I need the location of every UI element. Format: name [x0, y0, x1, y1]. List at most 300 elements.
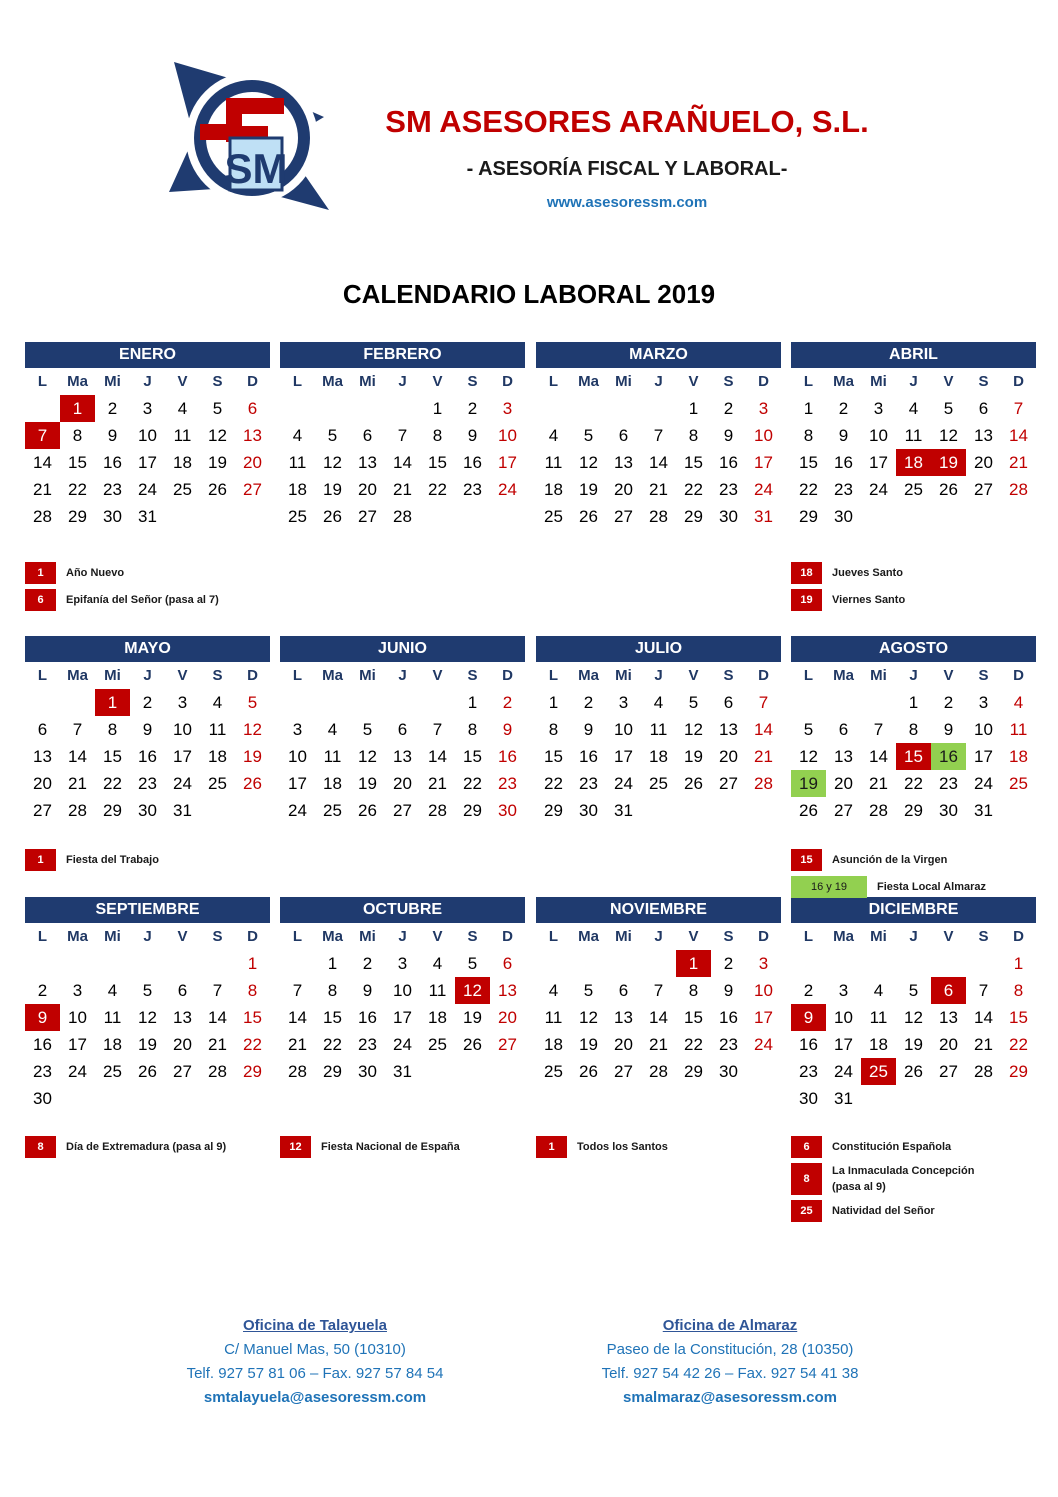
day-cell: 27 — [173, 1061, 192, 1081]
day-cell: 9 — [723, 980, 734, 1000]
legend-day-badge: 8 — [25, 1136, 56, 1158]
day-cell: 24 — [869, 479, 888, 499]
day-cell: 15 — [68, 452, 87, 472]
day-cell: 27 — [393, 800, 412, 820]
day-cell: 27 — [358, 506, 377, 526]
empty-cell — [746, 797, 781, 824]
day-cell: 15 — [799, 452, 818, 472]
sunday-cell: 3 — [502, 398, 513, 418]
legend-item — [280, 1136, 530, 1158]
day-cell: 28 — [649, 506, 668, 526]
day-cell: 21 — [869, 773, 888, 793]
weekday-label: V — [432, 667, 443, 684]
weekday-header — [25, 662, 270, 689]
week-row — [791, 770, 1036, 797]
sunday-cell: 7 — [758, 692, 769, 712]
legend-item — [791, 1163, 1041, 1195]
weekday-label: Mi — [359, 667, 376, 684]
weekday-label: V — [177, 373, 188, 390]
empty-cell — [200, 950, 235, 977]
day-cell: 4 — [653, 692, 664, 712]
company-name: SM ASESORES ARAÑUELO, S.L. — [385, 104, 869, 139]
week-row — [791, 716, 1036, 743]
week-row — [536, 797, 781, 824]
day-cell: 24 — [138, 479, 157, 499]
sunday-cell: 29 — [243, 1061, 262, 1081]
sunday-cell: 15 — [1009, 1007, 1028, 1027]
empty-cell — [420, 689, 455, 716]
day-cell: 22 — [904, 773, 923, 793]
day-cell: 17 — [288, 773, 307, 793]
empty-cell — [641, 395, 676, 422]
sunday-cell: 9 — [502, 719, 513, 739]
day-cell: 16 — [138, 746, 157, 766]
legend-item — [791, 849, 1041, 871]
weekday-label: D — [1013, 667, 1024, 684]
weekday-label: L — [548, 928, 559, 945]
week-row — [25, 689, 270, 716]
day-cell: 23 — [358, 1034, 377, 1054]
empty-cell — [315, 395, 350, 422]
day-cell: 9 — [467, 425, 478, 445]
day-cell: 30 — [939, 800, 958, 820]
day-cell: 21 — [649, 1034, 668, 1054]
day-cell: 11 — [544, 1007, 563, 1027]
weekday-header — [25, 923, 270, 950]
holiday-cell: 15 — [896, 743, 931, 770]
weekday-label: Ma — [833, 373, 854, 390]
day-cell: 30 — [33, 1088, 52, 1108]
day-cell: 24 — [614, 773, 633, 793]
day-cell: 26 — [138, 1061, 157, 1081]
weekday-label: Ma — [833, 667, 854, 684]
office-email[interactable]: smtalayuela@asesoressm.com — [203, 1389, 427, 1406]
day-cell: 20 — [614, 479, 633, 499]
day-cell: 2 — [467, 398, 478, 418]
legend-description: Fiesta del Trabajo — [66, 854, 159, 866]
empty-cell — [350, 689, 385, 716]
weekday-label: S — [212, 667, 223, 684]
week-row — [536, 1004, 781, 1031]
empty-cell — [385, 689, 420, 716]
month-name: FEBRERO — [280, 342, 525, 368]
weekday-label: L — [37, 373, 48, 390]
day-cell: 25 — [904, 479, 923, 499]
month-noviembre — [536, 897, 781, 1085]
legend-day-badge: 19 — [791, 589, 822, 611]
week-row — [536, 503, 781, 530]
empty-cell — [315, 689, 350, 716]
day-cell: 26 — [358, 800, 377, 820]
week-row — [791, 689, 1036, 716]
holiday-legend — [791, 849, 1041, 903]
empty-cell — [25, 950, 60, 977]
day-cell: 6 — [177, 980, 188, 1000]
sunday-cell: 18 — [1009, 746, 1028, 766]
empty-cell — [25, 689, 60, 716]
day-cell: 8 — [908, 719, 919, 739]
weekday-label: S — [467, 667, 478, 684]
empty-cell — [641, 797, 676, 824]
weekday-label: S — [467, 373, 478, 390]
weekday-label: D — [758, 667, 769, 684]
weekday-label: S — [978, 667, 989, 684]
day-cell: 5 — [327, 425, 338, 445]
weekday-label: V — [688, 373, 699, 390]
week-row — [280, 1004, 525, 1031]
day-cell: 2 — [943, 692, 954, 712]
day-cell: 9 — [142, 719, 153, 739]
day-cell: 15 — [463, 746, 482, 766]
holiday-cell: 7 — [25, 422, 60, 449]
legend-day-badge: 18 — [791, 562, 822, 584]
day-cell: 15 — [103, 746, 122, 766]
month-abril — [791, 342, 1036, 530]
month-name: ABRIL — [791, 342, 1036, 368]
empty-cell — [1001, 1085, 1036, 1112]
office-talayuela — [135, 1314, 495, 1410]
empty-cell — [200, 1085, 235, 1112]
week-row — [25, 395, 270, 422]
legend-description: Epifanía del Señor (pasa al 7) — [66, 594, 219, 606]
weekday-header — [25, 368, 270, 395]
week-row — [280, 689, 525, 716]
day-cell: 18 — [173, 452, 192, 472]
day-cell: 7 — [978, 980, 989, 1000]
day-cell: 19 — [579, 479, 598, 499]
empty-cell — [200, 797, 235, 824]
day-cell: 29 — [323, 1061, 342, 1081]
day-cell: 7 — [292, 980, 303, 1000]
day-cell: 23 — [579, 773, 598, 793]
day-cell: 23 — [33, 1061, 52, 1081]
empty-cell — [95, 1085, 130, 1112]
day-cell: 25 — [428, 1034, 447, 1054]
day-cell: 11 — [428, 980, 447, 1000]
day-cell: 22 — [799, 479, 818, 499]
website-link[interactable]: www.asesoressm.com — [546, 194, 708, 211]
weekday-header — [791, 923, 1036, 950]
day-cell: 5 — [583, 980, 594, 1000]
day-cell: 23 — [719, 479, 738, 499]
legend-item — [791, 1136, 1041, 1158]
office-email[interactable]: smalmaraz@asesoressm.com — [623, 1389, 837, 1406]
day-cell: 4 — [292, 425, 303, 445]
weekday-label: S — [723, 928, 734, 945]
week-row — [536, 395, 781, 422]
month-agosto — [791, 636, 1036, 824]
day-cell: 9 — [583, 719, 594, 739]
sunday-cell: 27 — [243, 479, 262, 499]
legend-day-badge: 25 — [791, 1200, 822, 1222]
page-title: CALENDARIO LABORAL 2019 — [342, 279, 716, 309]
office-address: C/ Manuel Mas, 50 (10310) — [224, 1341, 406, 1358]
weekday-label: Mi — [359, 928, 376, 945]
week-row — [25, 422, 270, 449]
sunday-cell: 31 — [754, 506, 773, 526]
empty-cell — [641, 950, 676, 977]
empty-cell — [676, 797, 711, 824]
day-cell: 7 — [873, 719, 884, 739]
day-cell: 2 — [803, 980, 814, 1000]
week-row — [536, 977, 781, 1004]
day-cell: 3 — [838, 980, 849, 1000]
day-cell: 30 — [358, 1061, 377, 1081]
day-cell: 18 — [649, 746, 668, 766]
day-cell: 19 — [138, 1034, 157, 1054]
sunday-cell: 1 — [247, 953, 258, 973]
sunday-cell: 23 — [498, 773, 517, 793]
day-cell: 26 — [904, 1061, 923, 1081]
day-cell: 24 — [974, 773, 993, 793]
day-cell: 26 — [579, 506, 598, 526]
day-cell: 25 — [208, 773, 227, 793]
day-cell: 23 — [719, 1034, 738, 1054]
week-row — [791, 395, 1036, 422]
day-cell: 5 — [688, 692, 699, 712]
sunday-cell: 20 — [498, 1007, 517, 1027]
sunday-cell: 6 — [247, 398, 258, 418]
week-row — [280, 770, 525, 797]
month-septiembre — [25, 897, 270, 1112]
sunday-cell: 27 — [498, 1034, 517, 1054]
week-row — [791, 422, 1036, 449]
sunday-cell: 16 — [498, 746, 517, 766]
week-row — [536, 689, 781, 716]
office-name: Oficina de Talayuela — [243, 1317, 387, 1334]
empty-cell — [861, 503, 896, 530]
day-cell: 15 — [684, 452, 703, 472]
day-cell: 16 — [103, 452, 122, 472]
weekday-label: Mi — [104, 373, 121, 390]
day-cell: 13 — [614, 452, 633, 472]
empty-cell — [455, 1058, 490, 1085]
weekday-header — [280, 662, 525, 689]
office-address: Paseo de la Constitución, 28 (10350) — [606, 1341, 854, 1358]
day-cell: 24 — [173, 773, 192, 793]
week-row — [280, 476, 525, 503]
day-cell: 22 — [103, 773, 122, 793]
legend-item — [25, 849, 275, 871]
holiday-legend — [536, 1136, 786, 1163]
legend-description: Natividad del Señor — [832, 1205, 935, 1217]
day-cell: 12 — [904, 1007, 923, 1027]
empty-cell — [861, 1085, 896, 1112]
day-cell: 1 — [327, 953, 338, 973]
day-cell: 8 — [467, 719, 478, 739]
day-cell: 29 — [103, 800, 122, 820]
day-cell: 18 — [288, 479, 307, 499]
holiday-cell: 18 — [896, 449, 931, 476]
day-cell: 18 — [544, 1034, 563, 1054]
day-cell: 21 — [393, 479, 412, 499]
day-cell: 14 — [649, 452, 668, 472]
weekday-label: J — [398, 928, 407, 945]
empty-cell — [931, 950, 966, 977]
month-name: AGOSTO — [791, 636, 1036, 662]
month-diciembre — [791, 897, 1036, 1112]
month-name: JULIO — [536, 636, 781, 662]
day-cell: 11 — [173, 425, 192, 445]
day-cell: 28 — [33, 506, 52, 526]
weekday-label: D — [1013, 928, 1024, 945]
company-subtitle: - ASESORÍA FISCAL Y LABORAL- — [466, 158, 788, 180]
day-cell: 8 — [327, 980, 338, 1000]
day-cell: 30 — [579, 800, 598, 820]
weekday-label: Ma — [833, 928, 854, 945]
day-cell: 21 — [68, 773, 87, 793]
day-cell: 10 — [834, 1007, 853, 1027]
empty-cell — [571, 950, 606, 977]
weekday-label: Mi — [615, 928, 632, 945]
month-name: MARZO — [536, 342, 781, 368]
month-febrero — [280, 342, 525, 530]
legend-day-badge: 6 — [791, 1136, 822, 1158]
logo-letters: SM — [224, 145, 288, 192]
day-cell: 31 — [834, 1088, 853, 1108]
day-cell: 22 — [463, 773, 482, 793]
day-cell: 10 — [974, 719, 993, 739]
empty-cell — [606, 395, 641, 422]
week-row — [25, 476, 270, 503]
sunday-cell: 26 — [243, 773, 262, 793]
day-cell: 30 — [834, 506, 853, 526]
weekday-label: Ma — [578, 928, 599, 945]
empty-cell — [165, 950, 200, 977]
day-cell: 10 — [393, 980, 412, 1000]
day-cell: 15 — [544, 746, 563, 766]
weekday-header — [536, 368, 781, 395]
day-cell: 27 — [974, 479, 993, 499]
week-row — [280, 797, 525, 824]
holiday-legend — [791, 1136, 1041, 1227]
day-cell: 12 — [579, 1007, 598, 1027]
empty-cell — [490, 503, 525, 530]
sunday-cell: 22 — [1009, 1034, 1028, 1054]
sunday-cell: 30 — [498, 800, 517, 820]
day-cell: 20 — [173, 1034, 192, 1054]
empty-cell — [826, 689, 861, 716]
day-cell: 9 — [723, 425, 734, 445]
weekday-label: Ma — [322, 928, 343, 945]
day-cell: 28 — [869, 800, 888, 820]
day-cell: 28 — [974, 1061, 993, 1081]
day-cell: 9 — [943, 719, 954, 739]
week-row — [280, 449, 525, 476]
sunday-cell: 17 — [754, 1007, 773, 1027]
weekday-label: J — [654, 373, 663, 390]
day-cell: 11 — [208, 719, 227, 739]
day-cell: 18 — [428, 1007, 447, 1027]
holiday-cell: 1 — [95, 689, 130, 716]
day-cell: 29 — [463, 800, 482, 820]
legend-item — [791, 876, 1041, 898]
day-cell: 3 — [177, 692, 188, 712]
weekday-label: J — [654, 667, 663, 684]
day-cell: 7 — [653, 980, 664, 1000]
day-cell: 31 — [393, 1061, 412, 1081]
day-cell: 10 — [138, 425, 157, 445]
day-cell: 18 — [544, 479, 563, 499]
day-cell: 2 — [583, 692, 594, 712]
day-cell: 31 — [138, 506, 157, 526]
day-cell: 10 — [614, 719, 633, 739]
week-row — [25, 950, 270, 977]
local-holiday-cell: 19 — [791, 770, 826, 797]
empty-cell — [606, 950, 641, 977]
day-cell: 16 — [799, 1034, 818, 1054]
week-row — [791, 1031, 1036, 1058]
sunday-cell: 17 — [754, 452, 773, 472]
day-cell: 13 — [173, 1007, 192, 1027]
week-row — [280, 395, 525, 422]
day-cell: 12 — [208, 425, 227, 445]
empty-cell — [60, 689, 95, 716]
day-cell: 14 — [33, 452, 52, 472]
week-row — [280, 950, 525, 977]
day-cell: 22 — [323, 1034, 342, 1054]
day-cell: 4 — [548, 980, 559, 1000]
day-cell: 8 — [688, 980, 699, 1000]
weekday-label: Mi — [870, 373, 887, 390]
day-cell: 16 — [834, 452, 853, 472]
empty-cell — [280, 950, 315, 977]
weekday-label: V — [688, 928, 699, 945]
empty-cell — [966, 1085, 1001, 1112]
day-cell: 27 — [614, 506, 633, 526]
empty-cell — [536, 950, 571, 977]
day-cell: 30 — [719, 1061, 738, 1081]
week-row — [25, 770, 270, 797]
weekday-label: S — [212, 373, 223, 390]
day-cell: 26 — [939, 479, 958, 499]
weekday-label: J — [909, 928, 918, 945]
day-cell: 24 — [834, 1061, 853, 1081]
legend-day-badge: 15 — [791, 849, 822, 871]
week-row — [280, 503, 525, 530]
holiday-cell: 1 — [60, 395, 95, 422]
legend-item — [791, 589, 1041, 611]
day-cell: 10 — [288, 746, 307, 766]
day-cell: 9 — [838, 425, 849, 445]
legend-description: Año Nuevo — [66, 567, 125, 579]
month-name: MAYO — [25, 636, 270, 662]
holiday-legend — [25, 849, 275, 876]
empty-cell — [861, 689, 896, 716]
day-cell: 16 — [463, 452, 482, 472]
day-cell: 27 — [33, 800, 52, 820]
day-cell: 21 — [208, 1034, 227, 1054]
day-cell: 2 — [142, 692, 153, 712]
day-cell: 27 — [614, 1061, 633, 1081]
day-cell: 30 — [138, 800, 157, 820]
day-cell: 28 — [649, 1061, 668, 1081]
weekday-label: L — [803, 928, 814, 945]
day-cell: 14 — [869, 746, 888, 766]
day-cell: 17 — [393, 1007, 412, 1027]
day-cell: 2 — [107, 398, 118, 418]
empty-cell — [966, 503, 1001, 530]
day-cell: 20 — [834, 773, 853, 793]
weekday-label: D — [502, 373, 513, 390]
day-cell: 7 — [397, 425, 408, 445]
day-cell: 11 — [288, 452, 307, 472]
weekday-label: L — [37, 667, 48, 684]
weekday-label: V — [432, 373, 443, 390]
day-cell: 8 — [432, 425, 443, 445]
week-row — [280, 743, 525, 770]
day-cell: 24 — [393, 1034, 412, 1054]
